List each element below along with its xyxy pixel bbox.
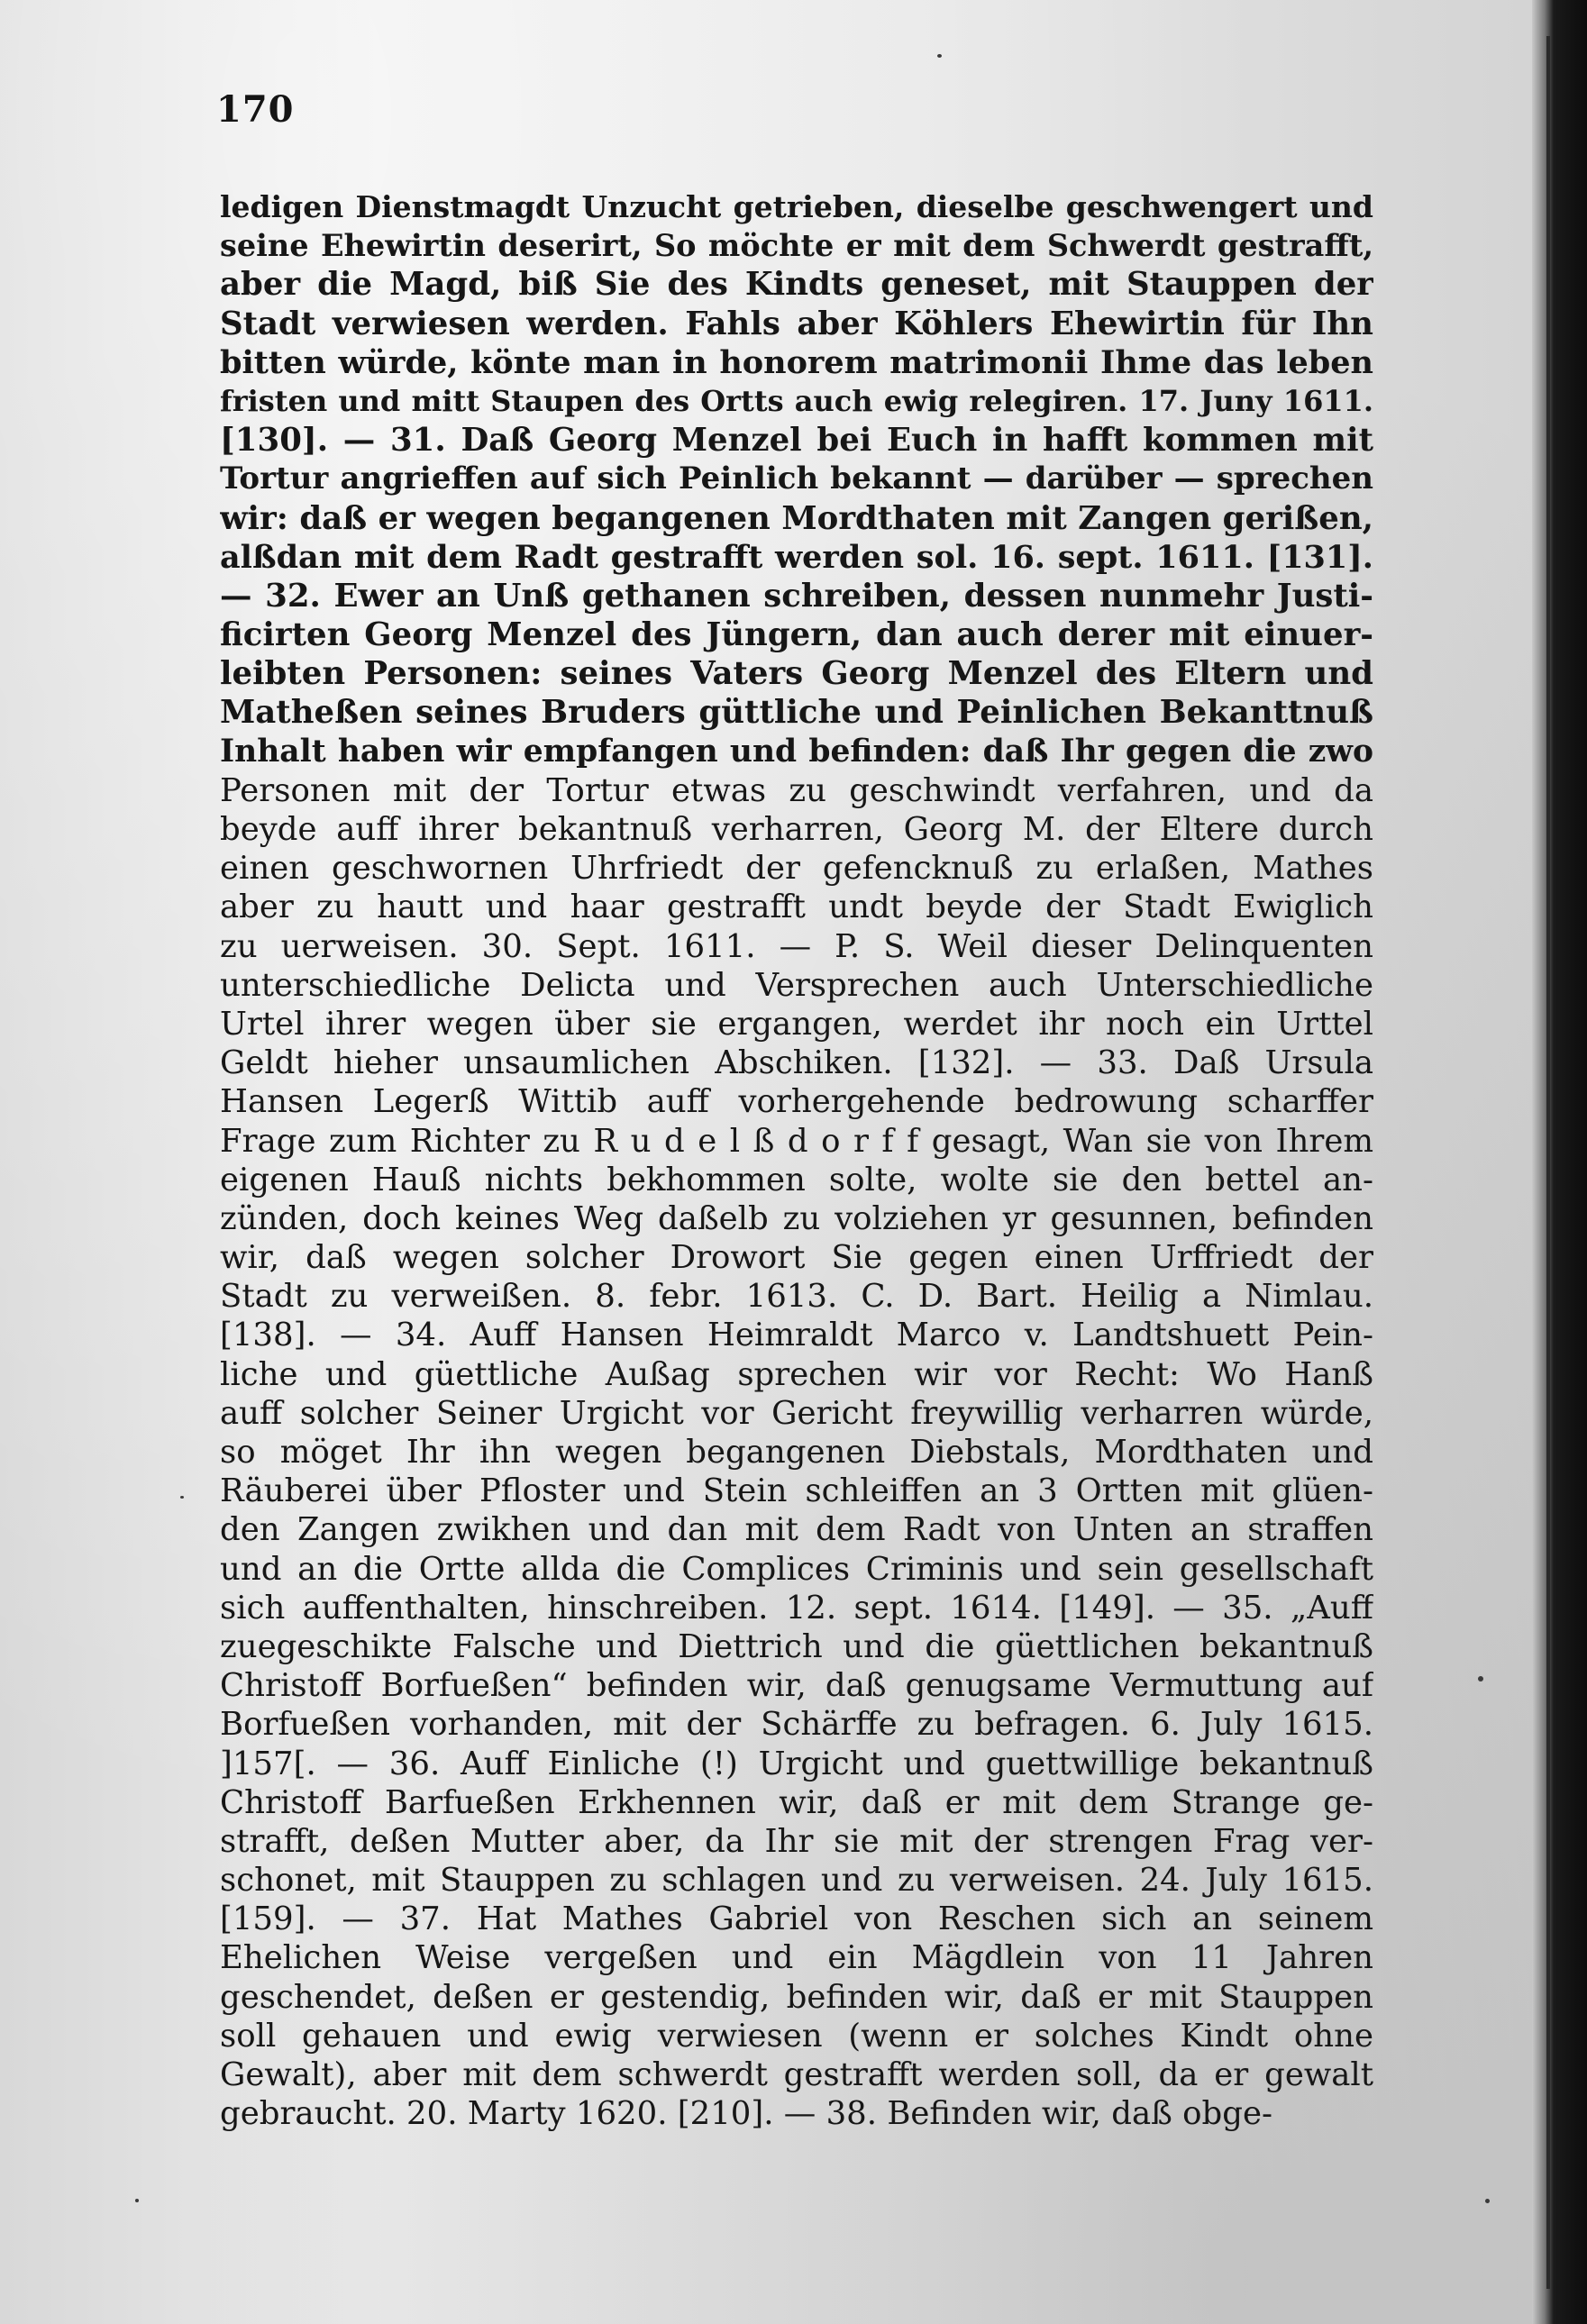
text-line: aber zu hautt und haar gestrafft undt beyde der Stadt Ewiglich xyxy=(220,889,1373,926)
scan-speck xyxy=(1485,2199,1490,2203)
text-line: Matheßen seines Bruders güttliche und Peinlichen Bekanttnuß xyxy=(220,694,1373,732)
text-line: eigenen Hauß nichts bekhommen solte, wolte sie den bettel an- xyxy=(220,1161,1373,1198)
text-line: fristen und mitt Staupen des Ortts auch ewig relegiren. 17. Juny 1611. xyxy=(220,383,1373,418)
text-line: alßdan mit dem Radt gestrafft werden sol. 16. sept. 1611. [131]. xyxy=(220,538,1373,576)
scan-speck xyxy=(180,1496,184,1499)
text-line: geschendet, deßen er gestendig, befinden wir, daß er mit Stauppen xyxy=(220,1978,1373,2016)
text-line: Geldt hieher unsaumlichen Abschiken. [132]. — 33. Daß Ursula xyxy=(220,1044,1373,1082)
text-line: Urtel ihrer wegen über sie ergangen, werdet ihr noch ein Urttel xyxy=(220,1005,1373,1043)
text-line: seine Ehewirtin deserirt, So möchte er mit dem Schwerdt gestrafft, xyxy=(220,228,1373,264)
text-line: ]157[. — 36. Auff Einliche (!) Urgicht und guettwillige bekantnuß xyxy=(220,1745,1373,1782)
text-line: — 32. Ewer an Unß gethanen schreiben, dessen nunmehr Justi- xyxy=(220,577,1373,615)
text-line: aber die Magd, biß Sie des Kindts geneset, mit Stauppen der xyxy=(220,266,1373,304)
text-line: sich auffenthalten, hinschreiben. 12. sept. 1614. [149]. — 35. „Auff xyxy=(220,1589,1373,1627)
text-line: ledigen Dienstmagdt Unzucht getrieben, dieselbe geschwengert und xyxy=(220,189,1373,224)
scan-border xyxy=(1532,0,1587,2324)
text-line: auff solcher Seiner Urgicht vor Gericht freywillig verharren würde, xyxy=(220,1394,1373,1432)
text-line: leibten Personen: seines Vaters Georg Menzel des Eltern und xyxy=(220,655,1373,693)
text-line: Personen mit der Tortur etwas zu geschwindt verfahren, und da xyxy=(220,771,1373,809)
text-line: einen geschwornen Uhrfriedt der gefencknuß zu erlaßen, Mathes xyxy=(220,850,1373,888)
text-line: Hansen Legerß Wittib auff vorhergehende bedrowung scharffer xyxy=(220,1083,1373,1121)
text-line: Stadt verwiesen werden. Fahls aber Köhlers Ehewirtin für Ihn xyxy=(220,305,1373,342)
text-line: [159]. — 37. Hat Mathes Gabriel von Reschen sich an seinem xyxy=(220,1900,1373,1938)
text-line: beyde auff ihrer bekantnuß verharren, Georg M. der Eltere durch xyxy=(220,811,1373,848)
text-line: Gewalt), aber mit dem schwerdt gestrafft werden soll, da er gewalt xyxy=(220,2056,1373,2093)
text-line: Christoff Borfueßen“ befinden wir, daß genugsame Vermuttung auf xyxy=(220,1667,1373,1705)
text-line: Frage zum Richter zu R u d e l ß d o r f f gesagt, Wan sie von Ihrem xyxy=(220,1122,1373,1160)
text-line: ficirten Georg Menzel des Jüngern, dan auch derer mit einuer- xyxy=(220,616,1373,654)
scan-speck xyxy=(1478,1676,1483,1681)
text-line: Borfueßen vorhanden, mit der Schärffe zu befragen. 6. July 1615. xyxy=(220,1706,1373,1744)
text-line: zünden, doch keines Weg daßelb zu volziehen yr gesunnen, befinden xyxy=(220,1199,1373,1237)
text-line: Stadt zu verweißen. 8. febr. 1613. C. D. Bart. Heilig a Nimlau. xyxy=(220,1278,1373,1316)
page-edge-line xyxy=(1546,36,1550,2289)
scan-speck xyxy=(135,2199,139,2202)
text-line: strafft, deßen Mutter aber, da Ihr sie mit der strengen Frag ver- xyxy=(220,1822,1373,1860)
text-line: und an die Ortte allda die Complices Criminis und sein gesellschaft xyxy=(220,1550,1373,1588)
text-line: soll gehauen und ewig verwiesen (wenn er solches Kindt ohne xyxy=(220,2017,1373,2055)
text-line: zuegeschikte Falsche und Diettrich und die güettlichen bekantnuß xyxy=(220,1627,1373,1665)
text-line: Räuberei über Pfloster und Stein schleiffen an 3 Ortten mit glüen- xyxy=(220,1472,1373,1510)
text-line: wir, daß wegen solcher Drowort Sie gegen einen Urffriedt der xyxy=(220,1239,1373,1277)
text-line: wir: daß er wegen begangenen Mordthaten mit Zangen gerißen, xyxy=(220,499,1373,537)
scan-speck xyxy=(937,54,942,58)
body-text xyxy=(220,187,1373,2133)
text-line: Inhalt haben wir empfangen und befinden: daß Ihr gegen die zwo xyxy=(220,733,1373,770)
page-number: 170 xyxy=(216,88,295,131)
text-line: unterschiedliche Delicta und Versprechen auch Unterschiedliche xyxy=(220,966,1373,1004)
text-line: [130]. — 31. Daß Georg Menzel bei Euch in hafft kommen mit xyxy=(220,422,1373,460)
text-line: zu uerweisen. 30. Sept. 1611. — P. S. Weil dieser Delinquenten xyxy=(220,927,1373,965)
text-line: liche und güettliche Außag sprechen wir vor Recht: Wo Hanß xyxy=(220,1355,1373,1393)
text-line: bitten würde, könte man in honorem matrimonii Ihme das leben xyxy=(220,343,1373,381)
text-line: den Zangen zwikhen und dan mit dem Radt von Unten an straffen xyxy=(220,1511,1373,1549)
text-line: [138]. — 34. Auff Hansen Heimraldt Marco v. Landtshuett Pein- xyxy=(220,1317,1373,1354)
text-line: Tortur angrieffen auf sich Peinlich bekannt — darüber — sprechen xyxy=(220,460,1373,497)
text-line: Ehelichen Weise vergeßen und ein Mägdlein von 11 Jahren xyxy=(220,1939,1373,1977)
text-line: schonet, mit Stauppen zu schlagen und zu verweisen. 24. July 1615. xyxy=(220,1862,1373,1900)
text-line: Christoff Barfueßen Erkhennen wir, daß er mit dem Strange ge- xyxy=(220,1783,1373,1821)
text-line: so möget Ihr ihn wegen begangenen Diebstals, Mordthaten und xyxy=(220,1434,1373,1471)
text-line: gebraucht. 20. Marty 1620. [210]. — 38. Befinden wir, daß obge- xyxy=(220,2095,1272,2133)
